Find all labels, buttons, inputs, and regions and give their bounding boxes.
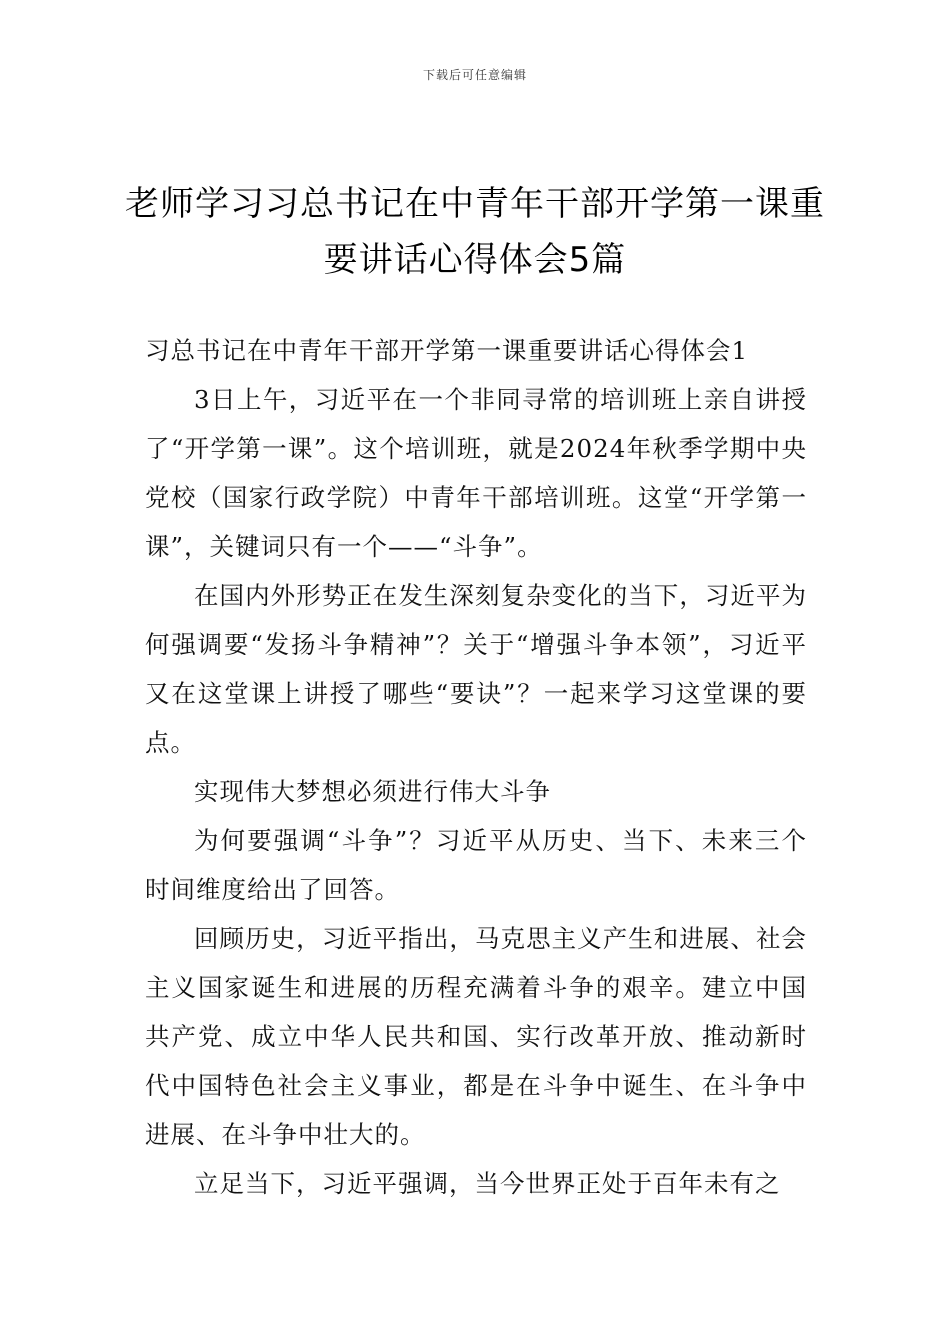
document-title: 老师学习习总书记在中青年干部开学第一课重要讲话心得体会5篇 xyxy=(125,184,825,280)
paragraph-3: 为何要强调“斗争”？习近平从历史、当下、未来三个时间维度给出了回答。 xyxy=(145,826,807,904)
header-note: 下载后可任意编辑 xyxy=(422,68,527,82)
paragraph-2: 在国内外形势正在发生深刻复杂变化的当下，习近平为何强调要“发扬斗争精神”？关于“增强斗争本领”，习近平又在这堂课上讲授了哪些“要诀”？一起来学习这堂课的要点。 xyxy=(145,581,807,757)
paragraph-4: 回顾历史，习近平指出，马克思主义产生和进展、社会主义国家诞生和进展的历程充满着斗争的艰辛。建立中国共产党、成立中华人民共和国、实行改革开放、推动新时代中国特色社会主义事业，都是在斗争中诞生、在斗争中进展、在斗争中壮大的。 xyxy=(145,924,807,1149)
section-heading: 实现伟大梦想必须进行伟大斗争 xyxy=(194,777,551,806)
paragraph-5: 立足当下，习近平强调，当今世界正处于百年未有之 xyxy=(194,1169,781,1198)
section-subtitle: 习总书记在中青年干部开学第一课重要讲话心得体会1 xyxy=(145,336,749,365)
paragraph-1: 3日上午，习近平在一个非同寻常的培训班上亲自讲授了“开学第一课”。这个培训班，就是2024年秋季学期中央党校（国家行政学院）中青年干部培训班。这堂“开学第一课”，关键词只有一个——“斗争”。 xyxy=(145,385,807,561)
document-body xyxy=(145,326,807,1208)
